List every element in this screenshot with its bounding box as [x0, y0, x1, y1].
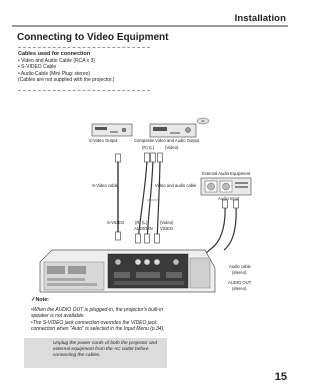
rl-top-label: (R) (L)	[142, 145, 155, 150]
projector-terminal-panel	[40, 250, 215, 292]
video-audio-cable-label: Video and audio cable	[155, 183, 197, 188]
section-title: Connecting to Video Equipment	[17, 32, 169, 43]
composite-source-device	[150, 118, 209, 137]
cable-item: (Cables are not supplied with the projector.)	[18, 76, 115, 83]
external-audio-label: External Audio Equipment	[202, 171, 251, 176]
note-title: ✓Note:	[31, 297, 49, 303]
note-item: •When the AUDIO OUT is plugged-in, the projector's built-in speaker is not available.	[31, 307, 164, 319]
composite-output-label: Composite Video and Audio Output	[134, 138, 200, 143]
cable-item: • Video and Audio Cable (RCA x 3)	[18, 58, 95, 64]
svideo-source-device	[92, 124, 132, 136]
note-item: •The S-VIDEO jack connection overrides the VIDEO jack connection when "Auto" is selected in the Input Menu (p.34).	[31, 320, 165, 332]
warning-text: Unplug the power cords of both the projector and external equipment from the AC outlet before connecting the cables.	[53, 341, 157, 359]
cable-item: • S-VIDEO Cable	[18, 64, 57, 71]
external-audio-device	[201, 178, 251, 195]
svideo-cable-label: S-Video cable	[92, 183, 118, 188]
audio-cable-label: Audio cable	[229, 264, 251, 269]
svideo-port-label: S-VIDEO	[107, 220, 125, 225]
page-header-title: Installation	[234, 13, 286, 24]
note-title-text: Note:	[35, 297, 49, 303]
rl-bottom-label: (R) (L)	[135, 220, 148, 225]
audio-cable-stereo-label: (stereo)	[232, 270, 247, 275]
video-top-label: (Video)	[165, 145, 179, 150]
warning-box	[24, 338, 167, 368]
audio-out-label: AUDIO OUT	[228, 280, 252, 285]
audio-input-label: Audio Input	[218, 196, 240, 201]
cables-heading: Cables used for connection	[18, 51, 91, 57]
audio-out-stereo-label: (stereo)	[232, 286, 247, 291]
page-number: 15	[274, 371, 287, 383]
audio-in-label: AUDIO IN	[134, 226, 153, 231]
svideo-cable	[116, 154, 121, 240]
svideo-output-label: S-Video Output	[89, 138, 118, 143]
video-port-label: VIDEO	[160, 226, 174, 231]
cable-item: • Audio Cable (Mini Plug: stereo)	[18, 70, 91, 77]
video-bottom-label: (Video)	[160, 220, 174, 225]
